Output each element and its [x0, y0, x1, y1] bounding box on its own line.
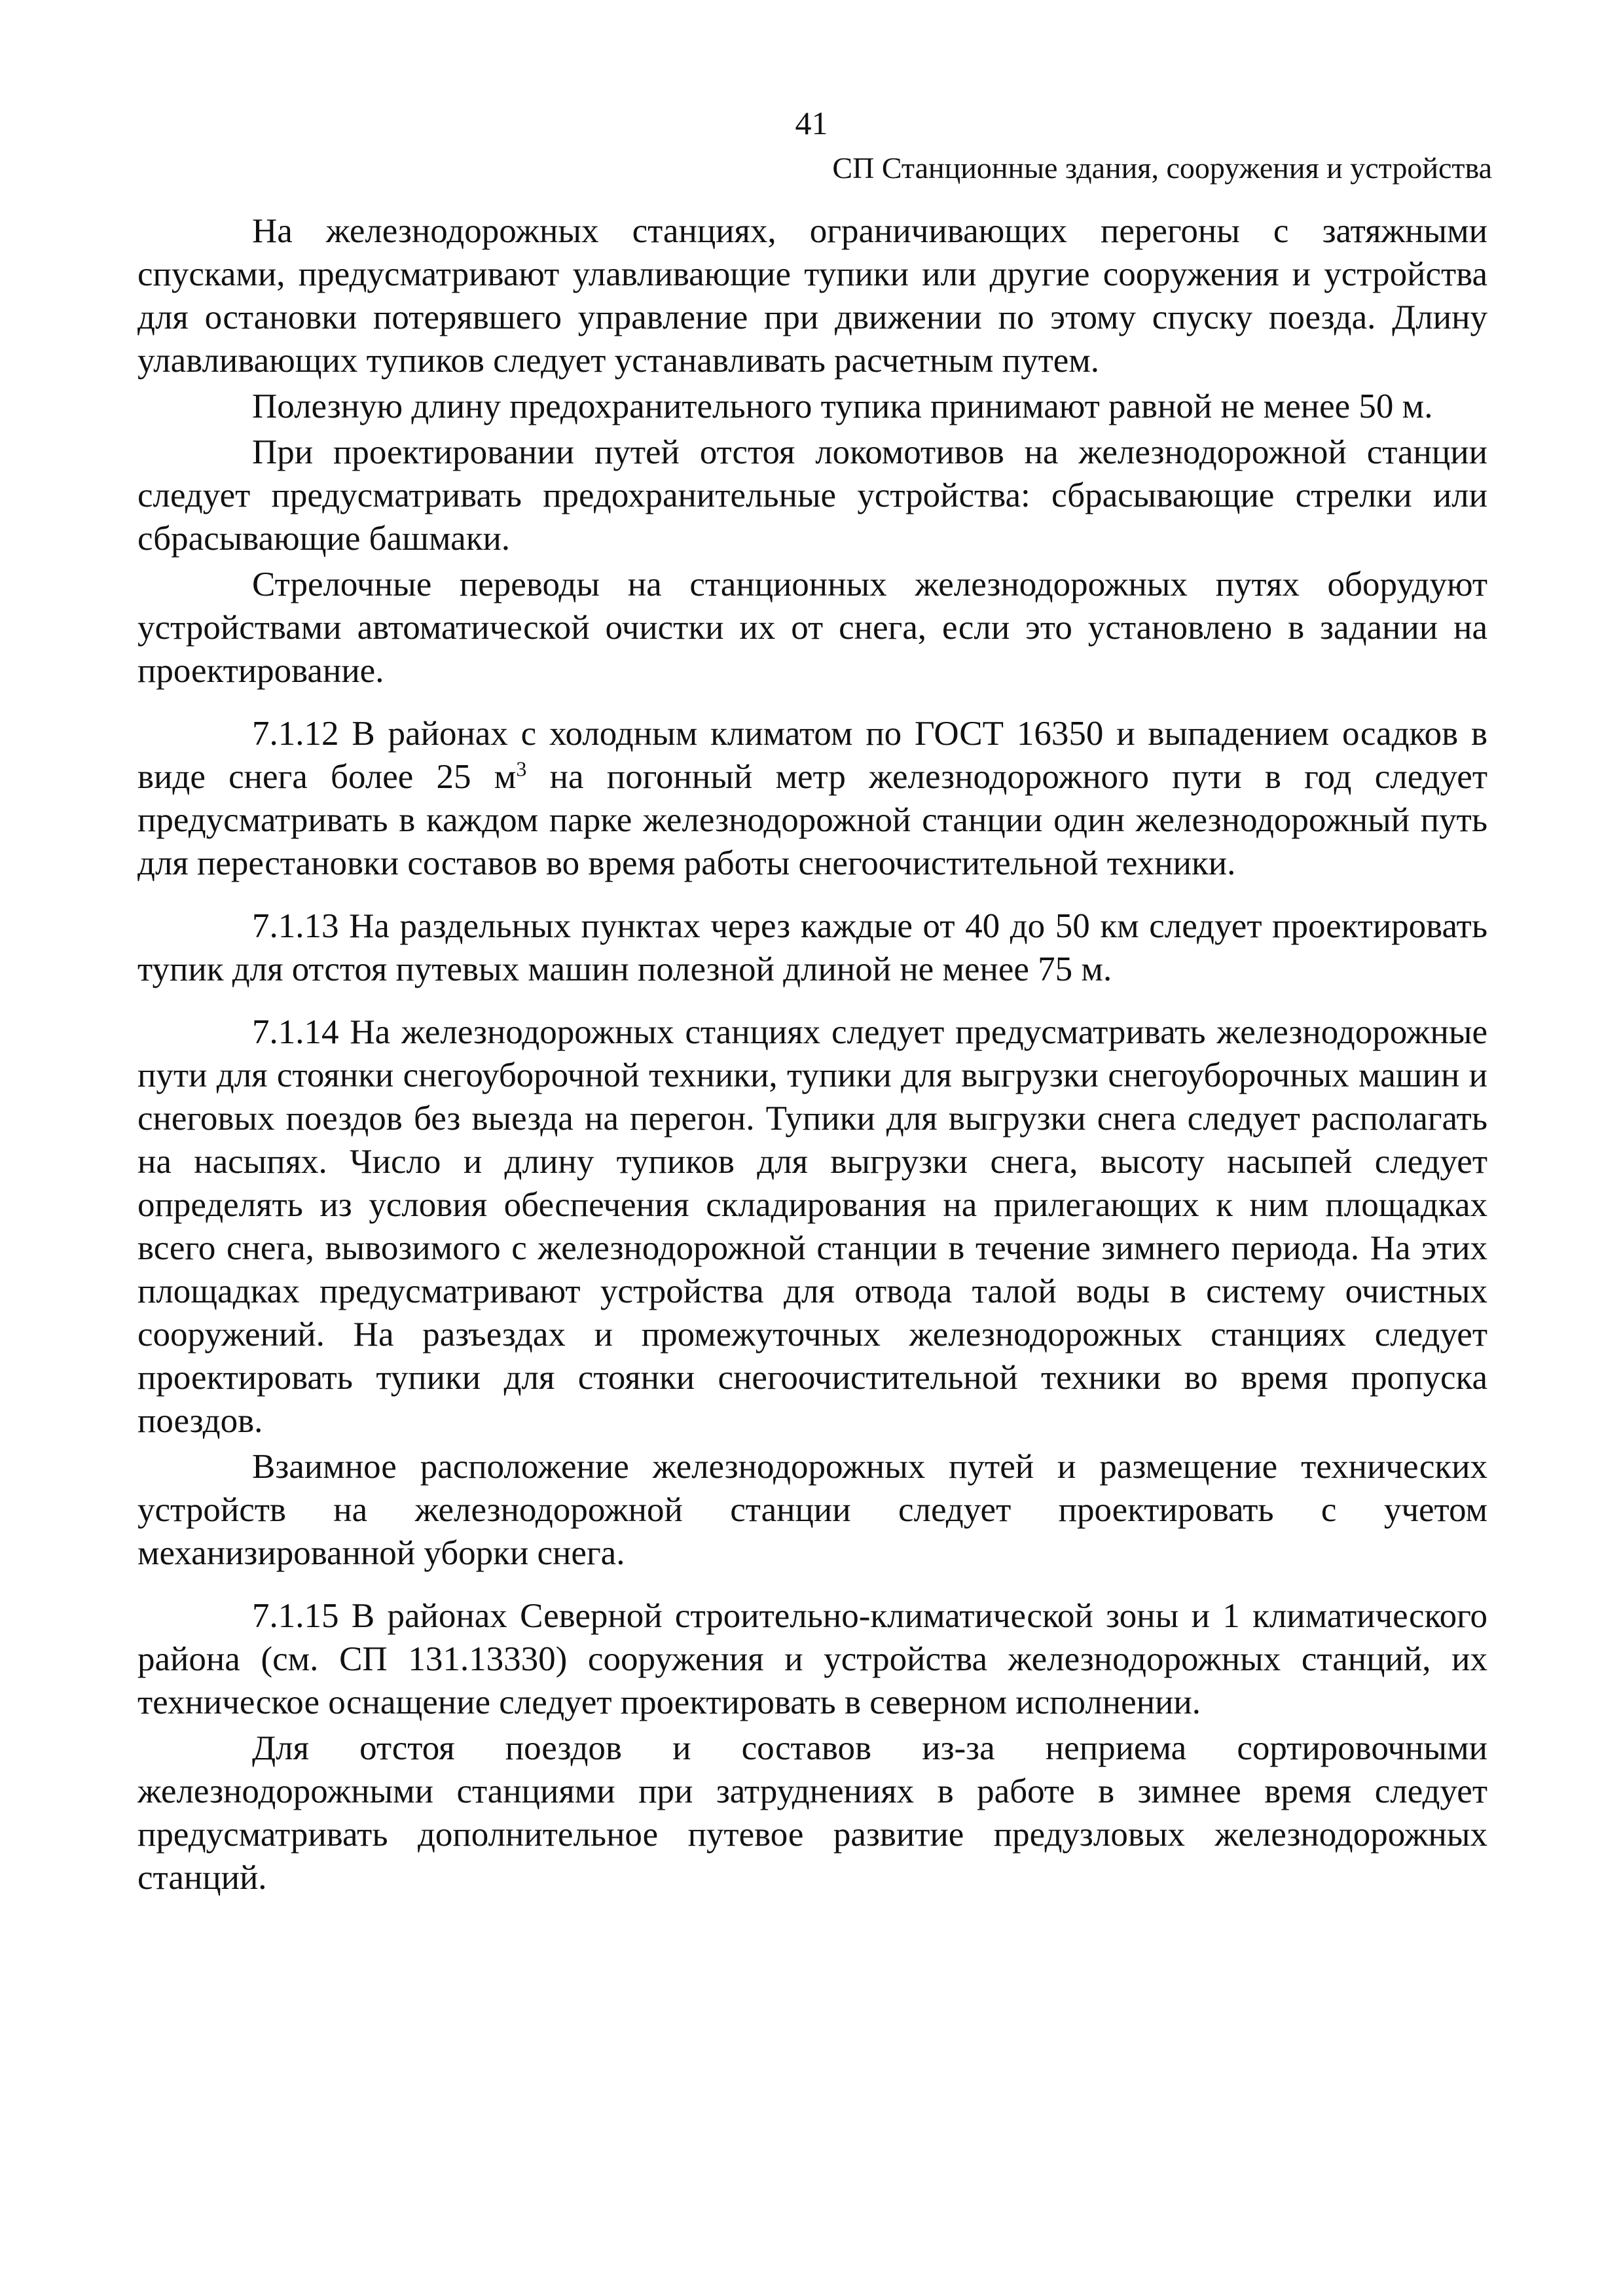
page-number: 41 [795, 105, 828, 141]
section-7-1-12 [137, 712, 1487, 885]
running-header: СП Станционные здания, сооружения и устройства [832, 151, 1492, 185]
paragraph-safety-siding-length: Полезную длину предохранительного тупика принимают равной не менее 50 м. [252, 387, 1433, 425]
cubic-superscript: 3 [516, 757, 527, 781]
section-7-1-15: 7.1.15 В районах Северной строительно-климатической зоны и 1 климатического района (см. СП 131.13330) сооружения и устройства железнодорожных станций, их техническое оснащение следует проектировать в северном исполнении. [137, 1597, 1487, 1721]
paragraph-catch-sidings: На железнодорожных станциях, ограничивающих перегоны с затяжными спусками, предусматривают улавливающие тупики или другие сооружения и устройства для остановки потерявшего управление при движении по этому спуску поезда. Длину улавливающих тупиков следует устанавливать расчетным путем. [137, 212, 1487, 380]
section-7-1-14: 7.1.14 На железнодорожных станциях следует предусматривать железнодорожные пути для стоянки снегоуборочной техники, тупики для выгрузки снегоуборочных машин и снеговых поездов без выезда на перегон. Тупики для выгрузки снега следует располагать на насыпях. Число и длину тупиков для выгрузки снега, высоту насыпей следует определять из условия обеспечения складирования на прилегающих к ним площадках всего снега, вывозимого с железнодорожной станции в течение зимнего периода. На этих площадках предусматривают устройства для отвода талой воды в систему очистных сооружений. На разъездах и промежуточных железнодорожных станциях следует проектировать тупики для стоянки снегоочистительной техники во время пропуска поездов. [137, 1013, 1487, 1440]
section-7-1-12-text-end: на погонный метр железнодорожного пути в год следует предусматривать в каждом парке железнодорожной станции один железнодорожный путь для перестановки составов во время работы снегоочистительной техники. [137, 758, 1487, 882]
paragraph-snow-removal-layout: Взаимное расположение железнодорожных путей и размещение технических устройств на железнодорожной станции следует проектировать с учетом механизированной уборки снега. [137, 1448, 1487, 1572]
paragraph-switch-cleaning: Стрелочные переводы на станционных железнодорожных путях оборудуют устройствами автоматической очистки их от снега, если это установлено в задании на проектирование. [137, 565, 1487, 690]
section-7-1-12-text-start: 7.1.12 В районах с холодным климатом по ГОСТ 16350 и выпадением осадков в виде снега более 25 м [137, 715, 1487, 796]
paragraph-locomotive-tracks: При проектировании путей отстоя локомотивов на железнодорожной станции следует предусматривать предохранительные устройства: сбрасывающие стрелки или сбрасывающие башмаки. [137, 433, 1487, 558]
paragraph-pre-junction-stations: Для отстоя поездов и составов из-за неприема сортировочными железнодорожными станциями при затруднениях в работе в зимнее время следует предусматривать дополнительное путевое развитие предузловых железнодорожных станций. [137, 1729, 1487, 1897]
section-7-1-13: 7.1.13 На раздельных пунктах через каждые от 40 до 50 км следует проектировать тупик для отстоя путевых машин полезной длиной не менее 75 м. [137, 907, 1487, 988]
document-body [137, 209, 1487, 1899]
